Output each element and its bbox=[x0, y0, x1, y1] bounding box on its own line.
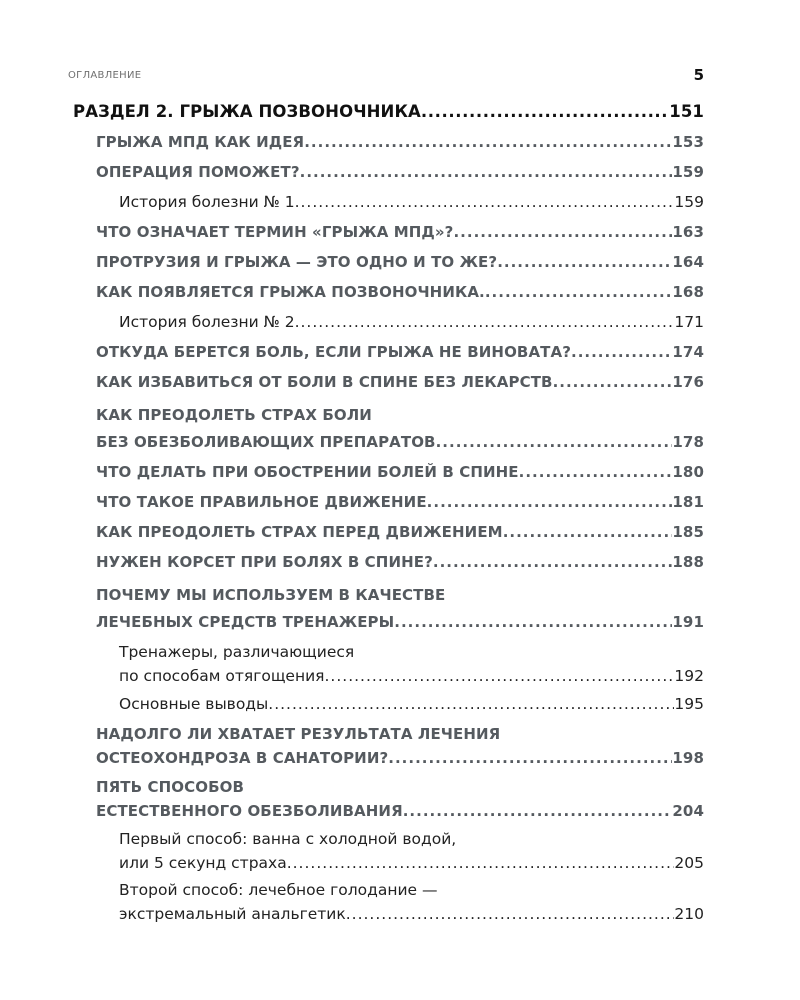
dot-leader bbox=[485, 280, 673, 304]
dot-leader bbox=[300, 160, 673, 184]
toc-line bbox=[119, 851, 704, 875]
entry-page: 192 bbox=[674, 667, 704, 685]
entry-title-line-2: по способам отягощения bbox=[119, 667, 325, 685]
dot-leader bbox=[421, 100, 669, 124]
toc-chapter-entry[interactable] bbox=[96, 370, 704, 394]
toc-chapter-entry[interactable] bbox=[96, 490, 704, 514]
entry-page: 210 bbox=[674, 905, 704, 923]
toc-chapter-entry[interactable] bbox=[96, 340, 704, 364]
toc-line bbox=[119, 692, 704, 716]
entry-title-line-2: ОСТЕОХОНДРОЗА В САНАТОРИИ? bbox=[96, 749, 389, 767]
entry-page: 205 bbox=[674, 854, 704, 872]
toc-line bbox=[96, 580, 704, 610]
toc-line bbox=[96, 400, 704, 430]
entry-page: 181 bbox=[672, 493, 704, 511]
toc-chapter-entry[interactable] bbox=[96, 550, 704, 574]
dot-leader bbox=[433, 550, 672, 574]
entry-title: ПРОТРУЗИЯ И ГРЫЖА — ЭТО ОДНО И ТО ЖЕ? bbox=[96, 253, 498, 271]
entry-title-line-1: Второй способ: лечебное голодание — bbox=[119, 881, 438, 899]
dot-leader bbox=[553, 370, 673, 394]
entry-page: 195 bbox=[674, 695, 704, 713]
toc-subsection-entry[interactable] bbox=[119, 878, 704, 926]
toc-line bbox=[96, 340, 704, 364]
toc-subsection-entry[interactable] bbox=[119, 692, 704, 716]
entry-title: История болезни № 2 bbox=[119, 313, 295, 331]
entry-title-line-1: Тренажеры, различающиеся bbox=[119, 643, 355, 661]
dot-leader bbox=[268, 692, 674, 716]
entry-page: 168 bbox=[672, 283, 704, 301]
dot-leader bbox=[571, 340, 672, 364]
entry-title: ОПЕРАЦИЯ ПОМОЖЕТ? bbox=[96, 163, 300, 181]
toc-line bbox=[73, 100, 704, 124]
entry-page: 178 bbox=[672, 433, 704, 451]
dot-leader bbox=[503, 520, 673, 544]
entry-title: НУЖЕН КОРСЕТ ПРИ БОЛЯХ В СПИНЕ? bbox=[96, 553, 433, 571]
entry-title: КАК ПОЯВЛЯЕТСЯ ГРЫЖА ПОЗВОНОЧНИКА. bbox=[96, 283, 485, 301]
dot-leader bbox=[436, 430, 673, 454]
toc-line bbox=[96, 799, 704, 823]
entry-page: 188 bbox=[672, 553, 704, 571]
toc-subsection-entry[interactable] bbox=[119, 827, 704, 875]
entry-title-line-1: ПЯТЬ СПОСОБОВ bbox=[96, 778, 244, 796]
dot-leader bbox=[453, 220, 672, 244]
toc-line bbox=[96, 550, 704, 574]
entry-page: 204 bbox=[672, 802, 704, 820]
dot-leader bbox=[388, 746, 672, 770]
toc-chapter-entry[interactable] bbox=[96, 250, 704, 274]
entry-page: 159 bbox=[672, 163, 704, 181]
entry-title-line-1: Первый способ: ванна с холодной водой, bbox=[119, 830, 457, 848]
toc-chapter-entry[interactable] bbox=[96, 130, 704, 154]
entry-page: 164 bbox=[672, 253, 704, 271]
entry-title: ЧТО ОЗНАЧАЕТ ТЕРМИН «ГРЫЖА МПД»? bbox=[96, 223, 454, 241]
toc-line bbox=[96, 130, 704, 154]
toc-line bbox=[119, 641, 704, 664]
toc-line bbox=[96, 430, 704, 454]
dot-leader bbox=[497, 250, 672, 274]
toc-line bbox=[119, 827, 704, 851]
dot-leader bbox=[427, 490, 673, 514]
toc-line bbox=[119, 902, 704, 926]
toc-chapter-entry[interactable] bbox=[96, 460, 704, 484]
dot-leader bbox=[394, 610, 672, 634]
toc-line bbox=[119, 664, 704, 688]
toc-line bbox=[96, 280, 704, 304]
entry-page: 151 bbox=[669, 102, 704, 121]
dot-leader bbox=[287, 851, 675, 875]
toc-subsection-entry[interactable] bbox=[119, 190, 704, 214]
entry-title-line-1: ПОЧЕМУ МЫ ИСПОЛЬЗУЕМ В КАЧЕСТВЕ bbox=[96, 586, 446, 604]
toc-chapter-entry[interactable] bbox=[96, 580, 704, 634]
toc-line bbox=[96, 160, 704, 184]
toc-subsection-entry[interactable] bbox=[119, 641, 704, 688]
toc-chapter-entry[interactable] bbox=[96, 722, 704, 770]
toc-line bbox=[96, 220, 704, 244]
entry-title: КАК ПРЕОДОЛЕТЬ СТРАХ ПЕРЕД ДВИЖЕНИЕМ bbox=[96, 523, 503, 541]
toc-line bbox=[96, 722, 704, 746]
entry-title-line-1: НАДОЛГО ЛИ ХВАТАЕТ РЕЗУЛЬТАТА ЛЕЧЕНИЯ bbox=[96, 725, 501, 743]
dot-leader bbox=[295, 310, 675, 334]
entry-page: 180 bbox=[672, 463, 704, 481]
toc-subsection-entry[interactable] bbox=[119, 310, 704, 334]
entry-title: ЧТО ТАКОЕ ПРАВИЛЬНОЕ ДВИЖЕНИЕ bbox=[96, 493, 427, 511]
entry-page: 198 bbox=[672, 749, 704, 767]
entry-title-line-2: ЛЕЧЕБНЫХ СРЕДСТВ ТРЕНАЖЕРЫ bbox=[96, 613, 395, 631]
entry-title: ОТКУДА БЕРЕТСЯ БОЛЬ, ЕСЛИ ГРЫЖА НЕ ВИНОВАТА? bbox=[96, 343, 572, 361]
toc-chapter-entry[interactable] bbox=[96, 280, 704, 304]
entry-title: КАК ИЗБАВИТЬСЯ ОТ БОЛИ В СПИНЕ БЕЗ ЛЕКАРСТВ bbox=[96, 373, 553, 391]
toc-part-entry[interactable] bbox=[73, 100, 704, 124]
entry-page: 176 bbox=[672, 373, 704, 391]
toc-line bbox=[96, 490, 704, 514]
toc-chapter-entry[interactable] bbox=[96, 775, 704, 823]
dot-leader bbox=[304, 130, 672, 154]
toc-chapter-entry[interactable] bbox=[96, 400, 704, 454]
entry-title: ЧТО ДЕЛАТЬ ПРИ ОБОСТРЕНИИ БОЛЕЙ В СПИНЕ bbox=[96, 463, 519, 481]
dot-leader bbox=[346, 902, 675, 926]
dot-leader bbox=[403, 799, 673, 823]
entry-title-line-2: БЕЗ ОБЕЗБОЛИВАЮЩИХ ПРЕПАРАТОВ bbox=[96, 433, 436, 451]
entry-page: 171 bbox=[674, 313, 704, 331]
toc-line bbox=[96, 520, 704, 544]
page-number: 5 bbox=[693, 66, 704, 84]
entry-page: 191 bbox=[672, 613, 704, 631]
toc-line bbox=[119, 310, 704, 334]
toc-chapter-entry[interactable] bbox=[96, 220, 704, 244]
toc-line bbox=[119, 190, 704, 214]
entry-page: 159 bbox=[674, 193, 704, 211]
entry-title-line-1: КАК ПРЕОДОЛЕТЬ СТРАХ БОЛИ bbox=[96, 406, 372, 424]
toc-line bbox=[96, 460, 704, 484]
toc-line bbox=[96, 250, 704, 274]
entry-title: ГРЫЖА МПД КАК ИДЕЯ bbox=[96, 133, 305, 151]
entry-title-line-2: или 5 секунд страха bbox=[119, 854, 287, 872]
toc-line bbox=[119, 878, 704, 902]
entry-title-line-2: ЕСТЕСТВЕННОГО ОБЕЗБОЛИВАНИЯ bbox=[96, 802, 403, 820]
entry-title: История болезни № 1 bbox=[119, 193, 295, 211]
running-header bbox=[68, 68, 704, 84]
dot-leader bbox=[325, 664, 675, 688]
dot-leader bbox=[295, 190, 675, 214]
entry-page: 153 bbox=[672, 133, 704, 151]
entry-page: 185 bbox=[672, 523, 704, 541]
dot-leader bbox=[519, 460, 673, 484]
running-title: ОГЛАВЛЕНИЕ bbox=[68, 70, 142, 81]
toc-line bbox=[96, 610, 704, 634]
toc-chapter-entry[interactable] bbox=[96, 160, 704, 184]
toc-chapter-entry[interactable] bbox=[96, 520, 704, 544]
entry-title: Основные выводы bbox=[119, 695, 269, 713]
entry-page: 174 bbox=[672, 343, 704, 361]
toc-line bbox=[96, 746, 704, 770]
entry-title: РАЗДЕЛ 2. ГРЫЖА ПОЗВОНОЧНИКА bbox=[73, 102, 421, 121]
entry-title-line-2: экстремальный анальгетик bbox=[119, 905, 346, 923]
entry-page: 163 bbox=[672, 223, 704, 241]
toc-line bbox=[96, 775, 704, 799]
toc-line bbox=[96, 370, 704, 394]
